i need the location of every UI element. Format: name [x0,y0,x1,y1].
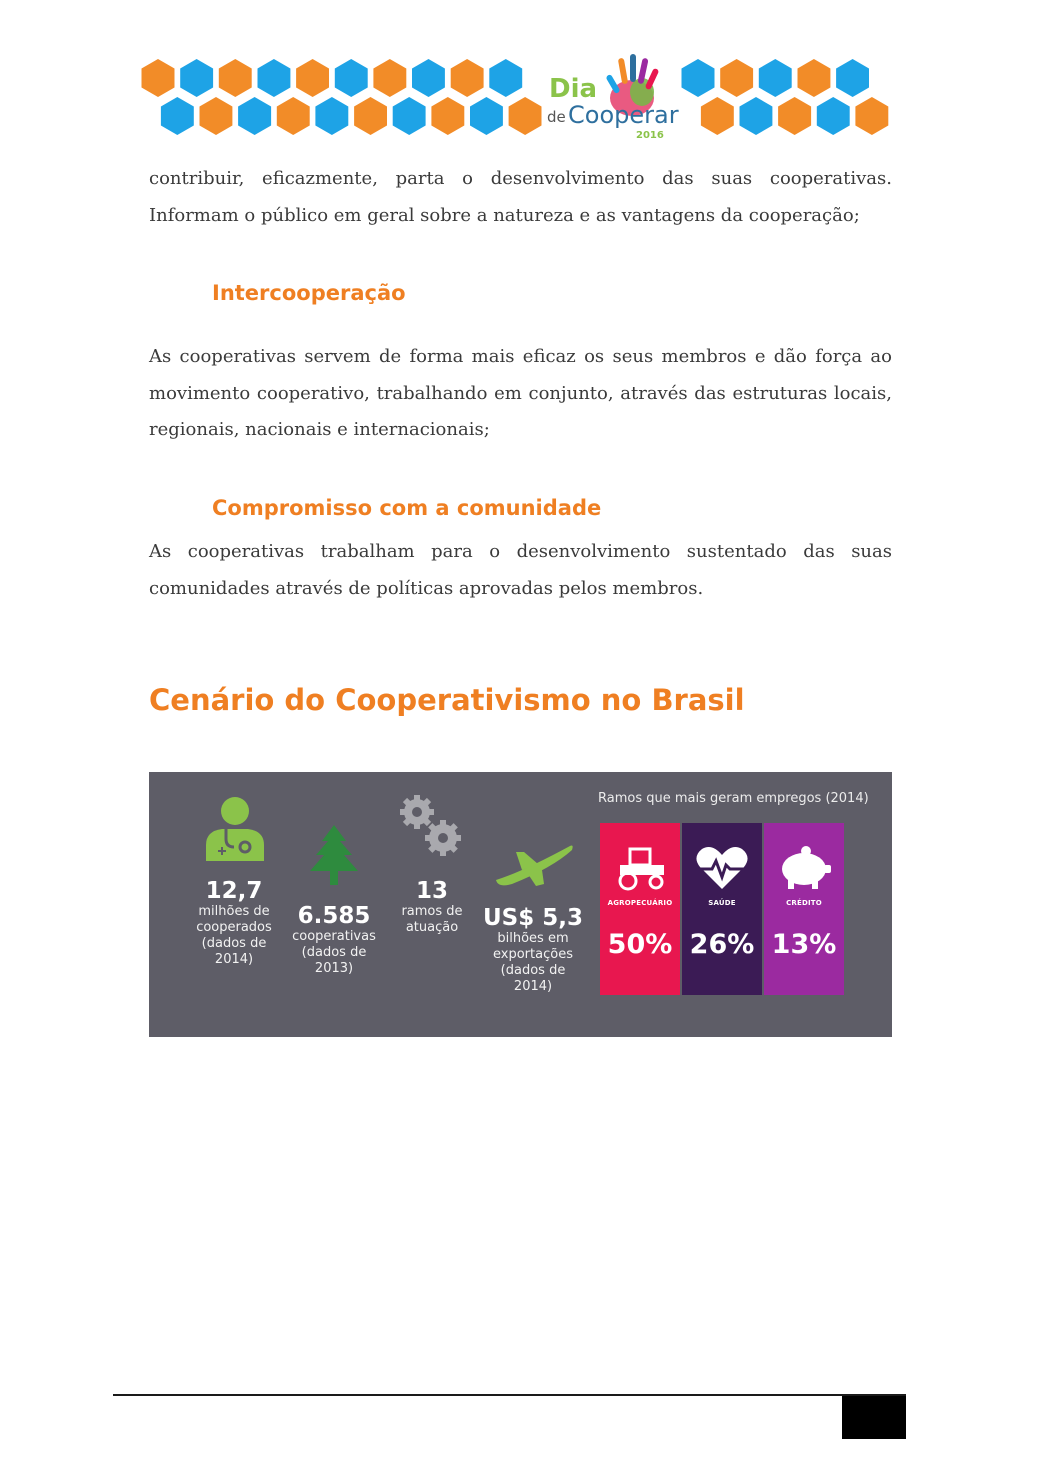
ramo-percent: 50% [607,929,673,960]
stat-desc: (dados de [500,963,566,978]
hexagon-tile [200,97,233,135]
gear-tooth [425,835,433,841]
stat-value: US$ 5,3 [483,905,583,931]
hexagon-tile [335,59,368,97]
heading-compromisso: Compromisso com a comunidade [212,496,602,520]
stat-value: 13 [415,878,448,904]
stat-desc: atuação [405,920,459,935]
stat-desc: exportações [493,947,573,962]
hexagon-tile [778,97,811,135]
hexagon-tile [277,97,310,135]
hexagon-tile [489,59,522,97]
hexagon-tile [258,59,291,97]
stat-desc: (dados de [201,936,267,951]
hexagon-tile [161,97,194,135]
gear-tooth [414,795,420,803]
hexagon-tile [509,97,542,135]
logo-dia-text: Dia [549,74,598,104]
dia-de-cooperar-logo [540,52,679,144]
airplane-icon [492,842,574,888]
ramo-card-saude [682,823,762,995]
intro-paragraph: contribuir, eficazmente, parta o desenvolvimento das suas cooperativas. Informam o público em geral sobre a natureza e as vantagens da cooperação; [149,168,892,226]
hexagon-tile [855,97,888,135]
gear-tooth [453,835,461,841]
hexagon-tile [315,97,348,135]
stat-desc: milhões de [198,904,270,919]
stat-desc: cooperados [196,920,272,935]
hexagon-tile [817,97,850,135]
gear-tooth [440,848,446,856]
stat-desc: cooperativas [292,929,376,944]
ramo-label: SAÚDE [708,899,736,907]
logo-de-text: de [547,108,566,126]
cooperativism-infographic [149,772,892,1037]
gear-tooth [440,820,446,828]
heart-pulse-icon [694,845,750,891]
gears-icon [397,792,467,860]
hexagon-tile [142,59,175,97]
hexagon-tile [759,59,792,97]
stat-cooperativas [286,903,382,977]
hexagon-tile [296,59,329,97]
hexagon-tile [238,97,271,135]
stat-cooperados [189,878,279,968]
ramo-label: CRÉDITO [786,899,822,907]
stat-desc: 2014) [513,979,553,994]
footer-rule [113,1394,906,1396]
hexagon-tile [180,59,213,97]
gear-tooth [426,809,434,815]
hexagon-tile [836,59,869,97]
hexagon-tile [354,97,387,135]
stat-desc: ramos de [401,904,463,919]
stat-value: 6.585 [297,903,371,929]
hexagon-tile [682,59,715,97]
logo-cooperar-text: Cooperar [568,101,679,129]
piggy-bank-icon [776,845,832,891]
hexagon-tile [373,59,406,97]
compromisso-paragraph: As cooperativas trabalham para o desenvolvimento sustentado das suas comunidades através de políticas aprovadas pelos membros. [149,541,892,599]
ramo-card-credito [764,823,844,995]
ramo-percent: 26% [689,929,755,960]
hexagon-tile [431,97,464,135]
stat-desc: (dados de [301,945,367,960]
stat-exportacoes [481,905,585,995]
doctor-icon [204,795,266,861]
hexagon-tile [451,59,484,97]
hexagon-tile [740,97,773,135]
intercooperacao-paragraph: As cooperativas servem de forma mais eficaz os seus membros e dão força ao movimento cooperativo, trabalhando em conjunto, através das estruturas locais, regionais, nacionais e internacionais; [149,346,892,440]
heading-intercooperacao: Intercooperação [212,281,406,305]
tractor-icon [612,845,668,891]
gear-tooth [414,821,420,829]
ramo-label: AGROPECUÁRIO [607,899,673,907]
hexagon-tile [219,59,252,97]
stat-desc: bilhões em [497,931,569,946]
hexagon-tile [393,97,426,135]
logo-year: 2016 [636,130,664,141]
stat-desc: 2013) [314,961,354,976]
stat-ramos [391,878,473,936]
gear-tooth [400,809,408,815]
header-hexagon-banner [138,48,892,146]
section-title: Cenário do Cooperativismo no Brasil [149,683,745,717]
hexagon-tile [701,97,734,135]
stat-desc: 2014) [214,952,254,967]
ramo-percent: 13% [771,929,837,960]
ramo-card-agropecuario [600,823,680,995]
tree-icon [306,825,362,887]
hexagon-tile [412,59,445,97]
page-number-box [842,1396,906,1439]
hexagon-tile [720,59,753,97]
stat-value: 12,7 [205,878,263,904]
hexagon-tile [798,59,831,97]
hexagon-tile [470,97,503,135]
ramos-title: Ramos que mais geram empregos (2014) [598,791,869,806]
